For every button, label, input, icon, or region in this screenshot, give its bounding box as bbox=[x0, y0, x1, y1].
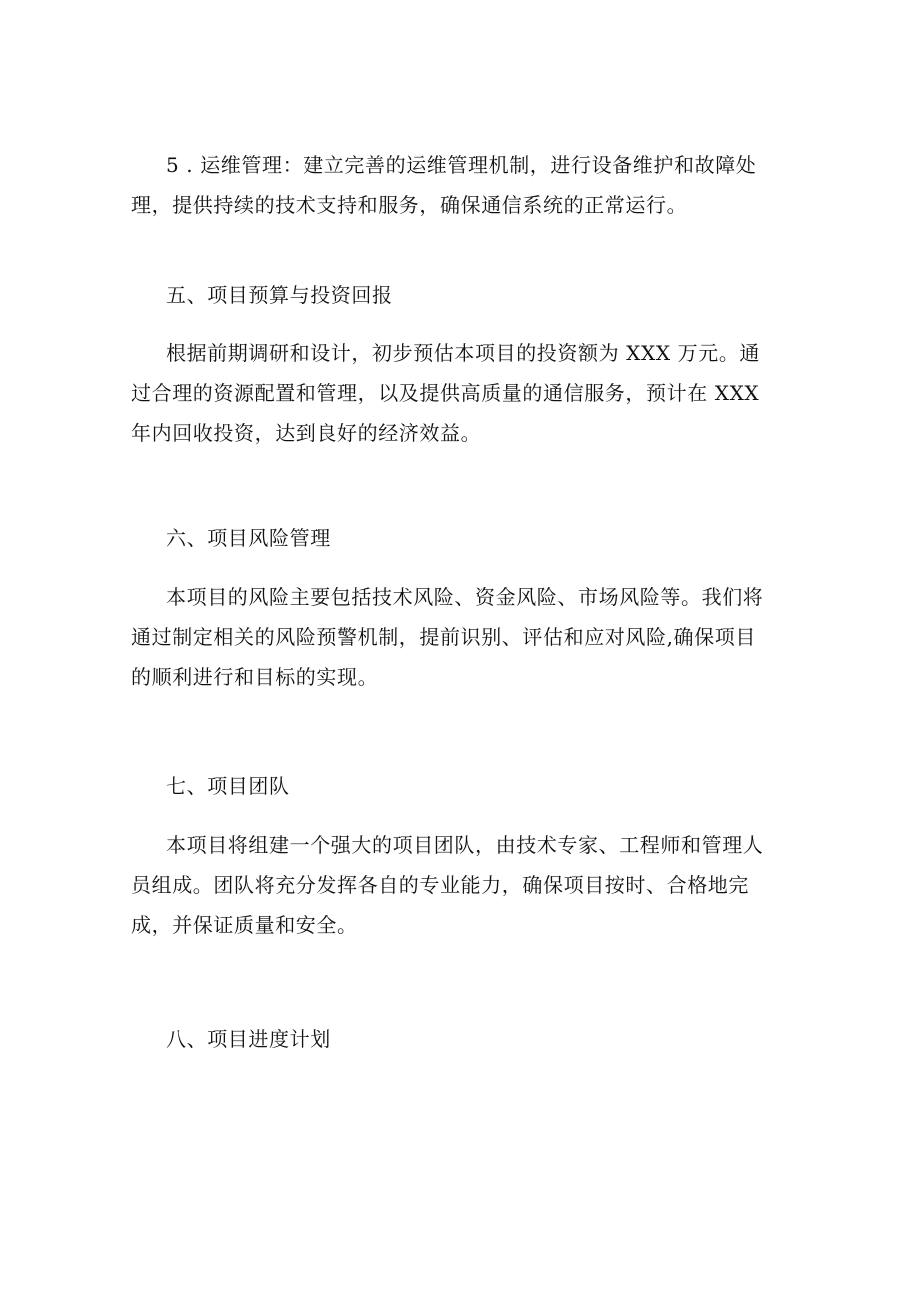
section-8-heading: 八、项目进度计划 bbox=[166, 1027, 331, 1051]
section-5-paragraph: 根据前期调研和设计，初步预估本项目的投资额为 XXX 万元。通 过合理的资源配置和管理，以及提供高质量的通信服务，预计在 XXX 年内回收投资，达到良好的经济效益。 bbox=[131, 341, 761, 445]
section-6-paragraph: 本项目的风险主要包括技术风险、资金风险、市场风险等。我们将 通过制定相关的风险预警机制，提前识别、评估和应对风险,确保项目 的顺利进行和目标的实现。 bbox=[131, 585, 764, 689]
item-5-operations-paragraph: 5 . 运维管理：建立完善的运维管理机制，进行设备维护和故障处 理，提供持续的技术支持和服务，确保通信系统的正常运行。 bbox=[131, 153, 757, 217]
section-7-paragraph: 本项目将组建一个强大的项目团队，由技术专家、工程师和管理人 员组成。团队将充分发挥各自的专业能力，确保项目按时、合格地完 成，并保证质量和安全。 bbox=[131, 833, 764, 937]
section-6-heading: 六、项目风险管理 bbox=[166, 526, 331, 550]
section-7-heading: 七、项目团队 bbox=[166, 774, 290, 798]
section-5-heading: 五、项目预算与投资回报 bbox=[166, 283, 393, 307]
